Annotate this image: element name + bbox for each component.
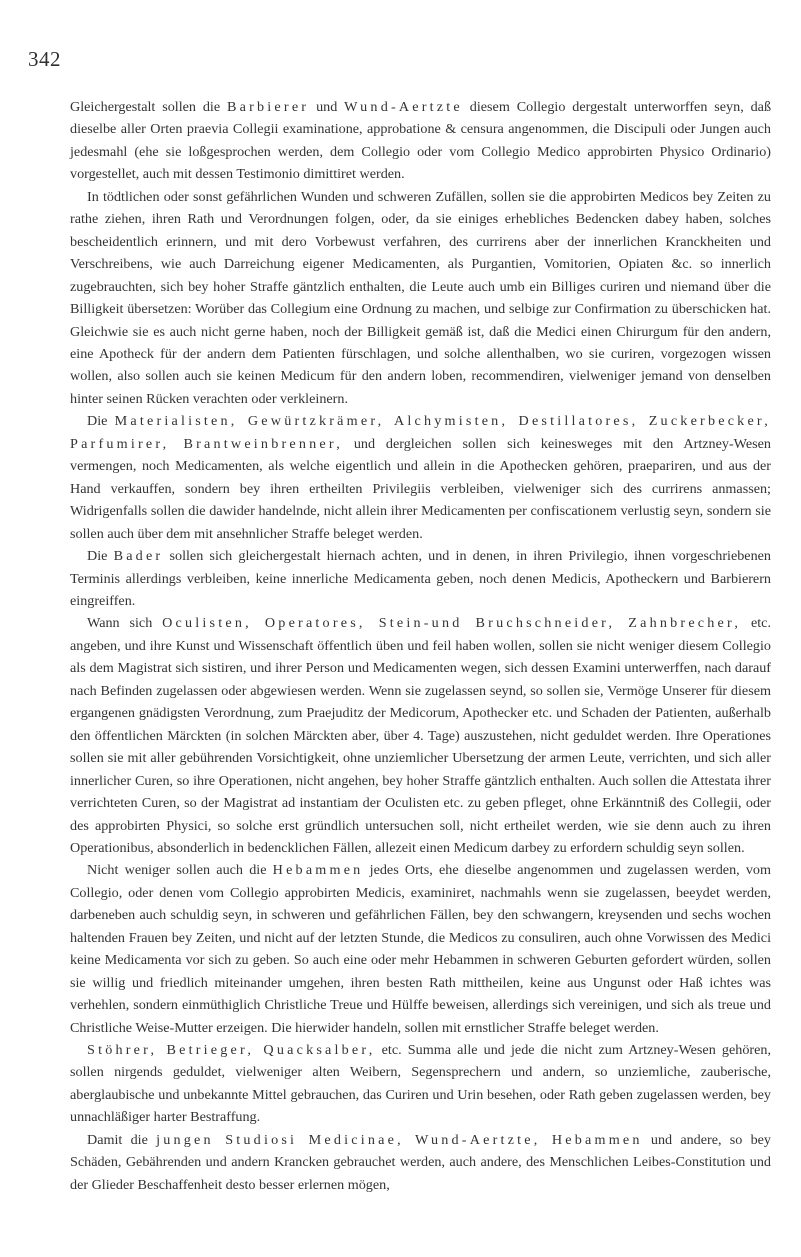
- paragraph-barbierer: [70, 96, 771, 186]
- paragraph-text: Die: [87, 413, 115, 430]
- paragraph-quacksalber: [70, 1039, 771, 1129]
- paragraph-materialisten: [70, 410, 771, 545]
- spaced-term: Hebammen: [272, 862, 364, 879]
- paragraph-text: etc. Summa alle und jede die nicht zum Artzney-Wesen gehören, sollen nirgends geduldet, vielweniger alten Weibern, Segensprechern und andern, so unziemliche, zauberische, aberglaubische und unbekannte Mittel gebrauchen, das Curiren und Urin besehen, oder Rath geben zugelassen werden, bey unnachläßiger harter Bestraffung.: [70, 1042, 771, 1126]
- paragraph-text: und: [309, 99, 345, 115]
- paragraph-hebammen: [70, 859, 771, 1039]
- spaced-term: Materialisten, Gewürtzkrämer, Alchymisten, Destillatores, Zuckerbecker, Parfumirer, Brantweinbrenner,: [70, 413, 772, 452]
- paragraph-bader: [70, 545, 771, 612]
- paragraph-text: diesem Collegio dergestalt unterworffen seyn, daß dieselbe aller Orten praevia Collegii examinatione, approbatione & censura angenommen, die Discipuli oder Jungen auch jedesmahl (ehe sie loßgesprochen werden, dem Collegio oder vom Collegio Medico approbirten Physico Ordinario) vorgestellet, auch mit dessen Testimonio dimittiret werden.: [70, 99, 772, 183]
- spaced-term: jungen Studiosi Medicinae, Wund-Aertzte, Hebammen: [156, 1131, 643, 1148]
- page-number: 342: [28, 47, 61, 71]
- paragraph-text: Gleichergestalt sollen die: [70, 99, 228, 115]
- spaced-term: Bader: [113, 548, 164, 565]
- paragraph-wunden: In tödtlichen oder sonst gefährlichen Wunden und schweren Zufällen, sollen sie die approbirten Medicos bey Zeiten zu rathe ziehen, ihren Rath und Verordnungen folgen, oder, da sie einiges erhebliches Bedencken dabey haben, solches bescheidentlich erinnern, und mit dero Vorbewust verfahren, des currirens aber der innerlichen Kranckheiten und Verschreibens, wie auch Darreichung eigener Medicamenten, als Purgantien, Vomitorien, Opiaten &c. so innerlich zugebrauchten, sich bey hoher Straffe gäntzlich enthalten, die Leute auch umb ein Billiges curiren und niemand über die Billigkeit übersetzen: Worüber das Collegium eine Ordnung zu machen, und selbige zur Confirmation zu überschicken hat. Gleichwie sie es auch nicht gerne haben, noch der Billigkeit gemäß ist, daß die Medici einen Chirurgum für den andern, eine Apotheck für der andern dem Patienten fürschlagen, und solche allenthalben, wo sie curiren, vorgezogen wissen wollen, also sollen auch sie keinen Medicum für den andern loben, recommendiren, vielweniger jemand von denselben hinter seinen Rücken verachten oder verkleinern.: [70, 188, 771, 407]
- paragraph-studiosi: [70, 1129, 771, 1196]
- paragraph-text: und andere, so bey Schäden, Gebährenden und andern Krancken gebrauchet werden, auch andere, des Menschlichen Leibes-Constitution und der Glieder Beschaffenheit desto besser erlernen mögen,: [70, 1131, 771, 1193]
- paragraph-text: etc. angeben, und ihre Kunst und Wissenschaft öffentlich üben und feil haben wollen, sollen sie nicht weniger diesem Collegio als dem Magistrat sich sistiren, und ihrer Person und Medicamenten wegen, sich dessen Examini unterwerffen, nach darauf nach Befinden zugelassen oder abgewiesen werden. Wenn sie zugelassen seynd, so sollen sie, Vermöge Unserer für diesem ergangenen gnädigsten Verordnung, zum Praejuditz der Medicorum, Apothecker etc. und Schaden der Patienten, außerhalb den öffentlichen Märckten (in solchen Märckten aber, über 4. Tage) auszustehen, nicht geduldet werden. Ihre Operationes sollen sie mit aller gebührenden Vorsichtigkeit, ohne unziemlicher Ubersetzung der armen Leute, verrichten, und sich aller innerlicher Curen, so ihre Operationen, nicht angehen, bey hoher Straffe gäntzlich enthalten. Auch sollen die Attestata ihrer verrichteten Curen, so der Magistrat ad instantiam der Oculisten etc. zu geben pfleget, ohne Erkänntniß des Collegii, oder des approbirten Physici, so solche erst gründlich untersuchen soll, nicht ertheilet werden, wie sie denn auch zu ihren Operationibus, absonderlich in bedencklichen Fällen, allezeit einen Medicum darbey zu erfordern schuldig seyn sollen.: [70, 615, 771, 856]
- paragraph-text: jedes Orts, ehe dieselbe angenommen und zugelassen werden, vom Collegio, oder denen vom Collegio approbirten Medicis, examiniret, nachmahls wenn sie zugelassen, beeydet werden, darbeneben auch schuldig seyn, in schweren und gefährlichen Fällen, bey den schwangern, kreysenden und sechs wochen haltenden Frauen bey Zeiten, und nicht auf der letzten Stunde, die Medicos zu consuliren, auch ohne Vorwissen des Medici keine Medicamenta vor sich zu geben. So auch eine oder mehr Hebammen in schweren Geburten gefordert würden, sollen sie willig und friedlich miteinander umgehen, ihren besten Rath mittheilen, keine aus Ungunst oder Haß ichtes was verhehlen, sondern einmüthiglich Christliche Treue und Hülffe beweisen, allerdings sich vereinigen, und sich als treue und Christliche Weise-Mutter erzeigen. Die hierwider handeln, sollen mit ernstlicher Straffe beleget werden.: [70, 862, 771, 1036]
- spaced-term: Barbierer: [227, 99, 310, 115]
- paragraph-text: Damit die: [87, 1131, 157, 1148]
- paragraph-text: Wann sich: [87, 615, 163, 632]
- page-body: [70, 96, 771, 1196]
- paragraph-text: Die: [87, 548, 114, 565]
- paragraph-text: und dergleichen sollen sich keinesweges mit den Artzney-Wesen vermengen, noch Medicamenten, als welche eigentlich und allein in die Apothecken gehören, praepariren, und aus der Hand verkauffen, sondern bey ihren ertheilten Privilegiis verbleiben, vielweniger sich des currirens anmassen; Widrigenfalls sollen die dawider handelnde, nicht allein ihrer Medicamenten per confiscationem verlustig seyn, sondern sie sollen auch über dem mit ansehnlicher Straffe beleget werden.: [70, 435, 771, 542]
- spaced-term: Stöhrer, Betrieger, Quacksalber,: [87, 1042, 376, 1059]
- spaced-term: Wund-Aertzte: [344, 99, 463, 115]
- paragraph-oculisten: [70, 612, 771, 859]
- paragraph-text: Nicht weniger sollen auch die: [87, 862, 273, 879]
- spaced-term: Oculisten, Operatores, Stein-und Bruchschneider, Zahnbrecher,: [162, 615, 742, 632]
- paragraph-text: sollen sich gleichergestalt hiernach achten, und in denen, in ihren Privilegio, ihnen vorgeschriebenen Terminis allerdings verbleiben, keine innerliche Medicamenta geben, noch denen Medicis, Apotheckern und Barbierern eingreiffen.: [70, 548, 771, 609]
